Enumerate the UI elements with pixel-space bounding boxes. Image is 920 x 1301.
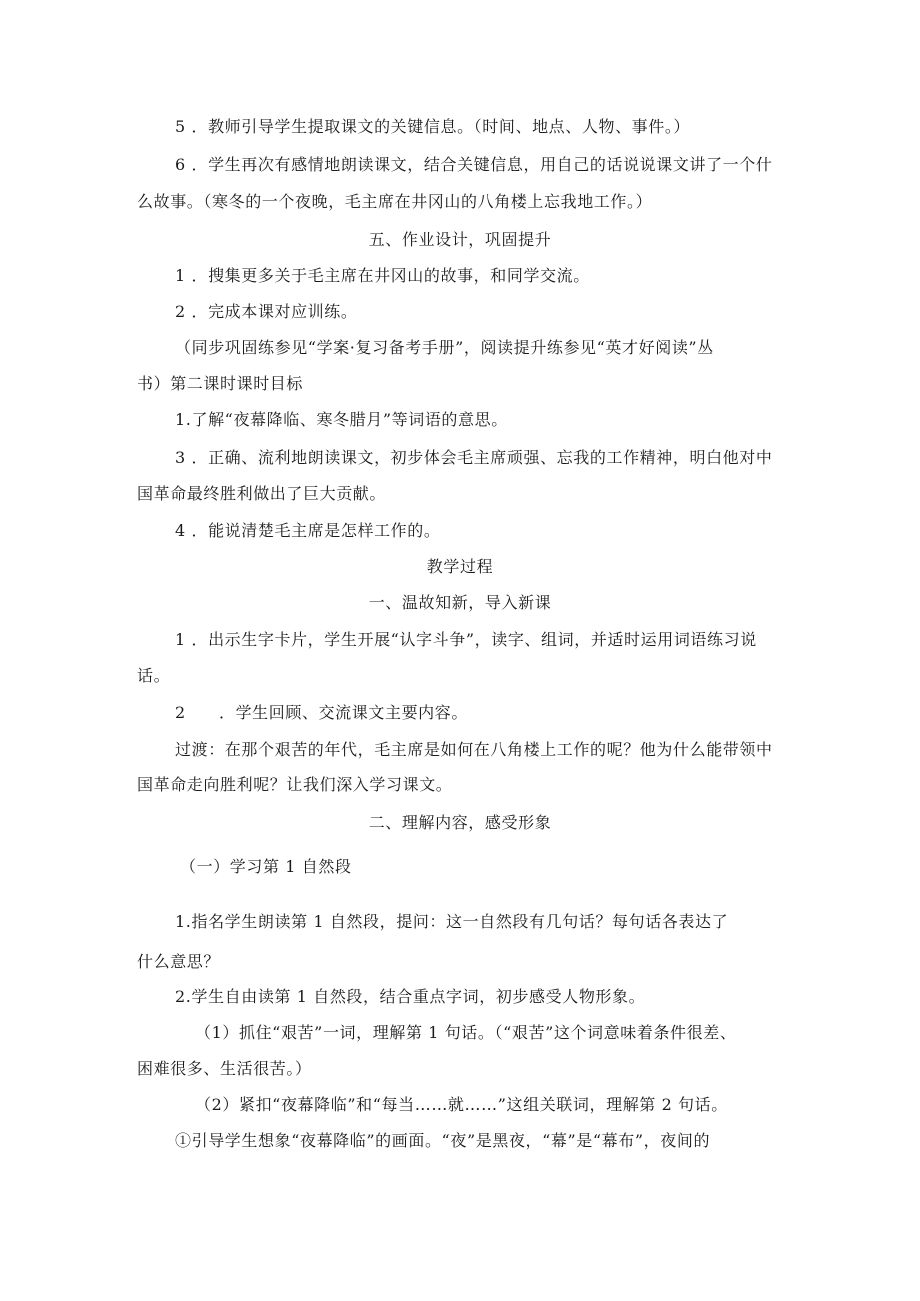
point-1-line-2: 困难很多、生活很苦。） bbox=[137, 1059, 312, 1078]
reading-step-1-line-1: 1.指名学生朗读第 1 自然段，提问：这一自然段有几句话？每句话各表达了 bbox=[175, 912, 729, 931]
teaching-process-heading: 教学过程 bbox=[426, 557, 494, 576]
goal-1: 1.了解“夜幕降临、寒冬腊月”等词语的意思。 bbox=[175, 410, 508, 429]
reading-step-1-line-2: 什么意思？ bbox=[137, 952, 221, 971]
reading-step-2: 2.学生自由读第 1 自然段，结合重点字词，初步感受人物形象。 bbox=[175, 987, 646, 1006]
imagination-step: ①引导学生想象“夜幕降临”的画面。“夜”是黑夜，“幕”是“幕布”，夜间的 bbox=[175, 1131, 711, 1150]
reference-note-line-2: 书）第二课时课时目标 bbox=[137, 374, 304, 393]
goal-3-line-1: 3 ．正确、流利地朗读课文，初步体会毛主席顽强、忘我的工作精神，明白他对中 bbox=[175, 448, 773, 467]
transition-line-2: 国革命走向胜利呢？让我们深入学习课文。 bbox=[137, 775, 453, 794]
intro-step-1-line-1: 1 ．出示生字卡片，学生开展“认字斗争”，读字、组词，并适时运用词语练习说 bbox=[175, 630, 757, 649]
section-5-heading: 五、作业设计，巩固提升 bbox=[368, 230, 552, 249]
reference-note-line-1: （同步巩固练参见“学案·复习备考手册”，阅读提升练参见“英才好阅读”丛 bbox=[175, 338, 714, 357]
point-2: （2）紧扣“夜幕降临”和“每当……就……”这组关联词，理解第 2 句话。 bbox=[195, 1095, 728, 1114]
intro-step-2: 2 ．学生回顾、交流课文主要内容。 bbox=[175, 703, 468, 722]
step-6-line-2: 么故事。（寒冬的一个夜晚，毛主席在井冈山的八角楼上忘我地工作。） bbox=[137, 192, 653, 211]
section-1-heading: 一、温故知新，导入新课 bbox=[368, 593, 552, 612]
step-5-line: 5 ．教师引导学生提取课文的关键信息。（时间、地点、人物、事件。） bbox=[175, 117, 691, 136]
goal-3-line-2: 国革命最终胜利做出了巨大贡献。 bbox=[137, 484, 387, 503]
goal-4: 4 ．能说清楚毛主席是怎样工作的。 bbox=[175, 521, 441, 540]
homework-item-1: 1 ．搜集更多关于毛主席在井冈山的故事，和同学交流。 bbox=[175, 266, 590, 285]
section-2-heading: 二、理解内容，感受形象 bbox=[368, 813, 552, 832]
step-6-line-1: 6 ．学生再次有感情地朗读课文，结合关键信息，用自己的话说说课文讲了一个什 bbox=[175, 155, 773, 174]
point-1-line-1: （1）抓住“艰苦”一词，理解第 1 句话。（“艰苦”这个词意味着条件很差、 bbox=[195, 1023, 737, 1042]
transition-line-1: 过渡：在那个艰苦的年代，毛主席是如何在八角楼上工作的呢？他为什么能带领中 bbox=[175, 740, 773, 759]
intro-step-1-line-2: 话。 bbox=[137, 666, 171, 685]
homework-item-2: 2 ．完成本课对应训练。 bbox=[175, 302, 358, 321]
subsection-1-heading: （一）学习第 1 自然段 bbox=[180, 857, 352, 876]
